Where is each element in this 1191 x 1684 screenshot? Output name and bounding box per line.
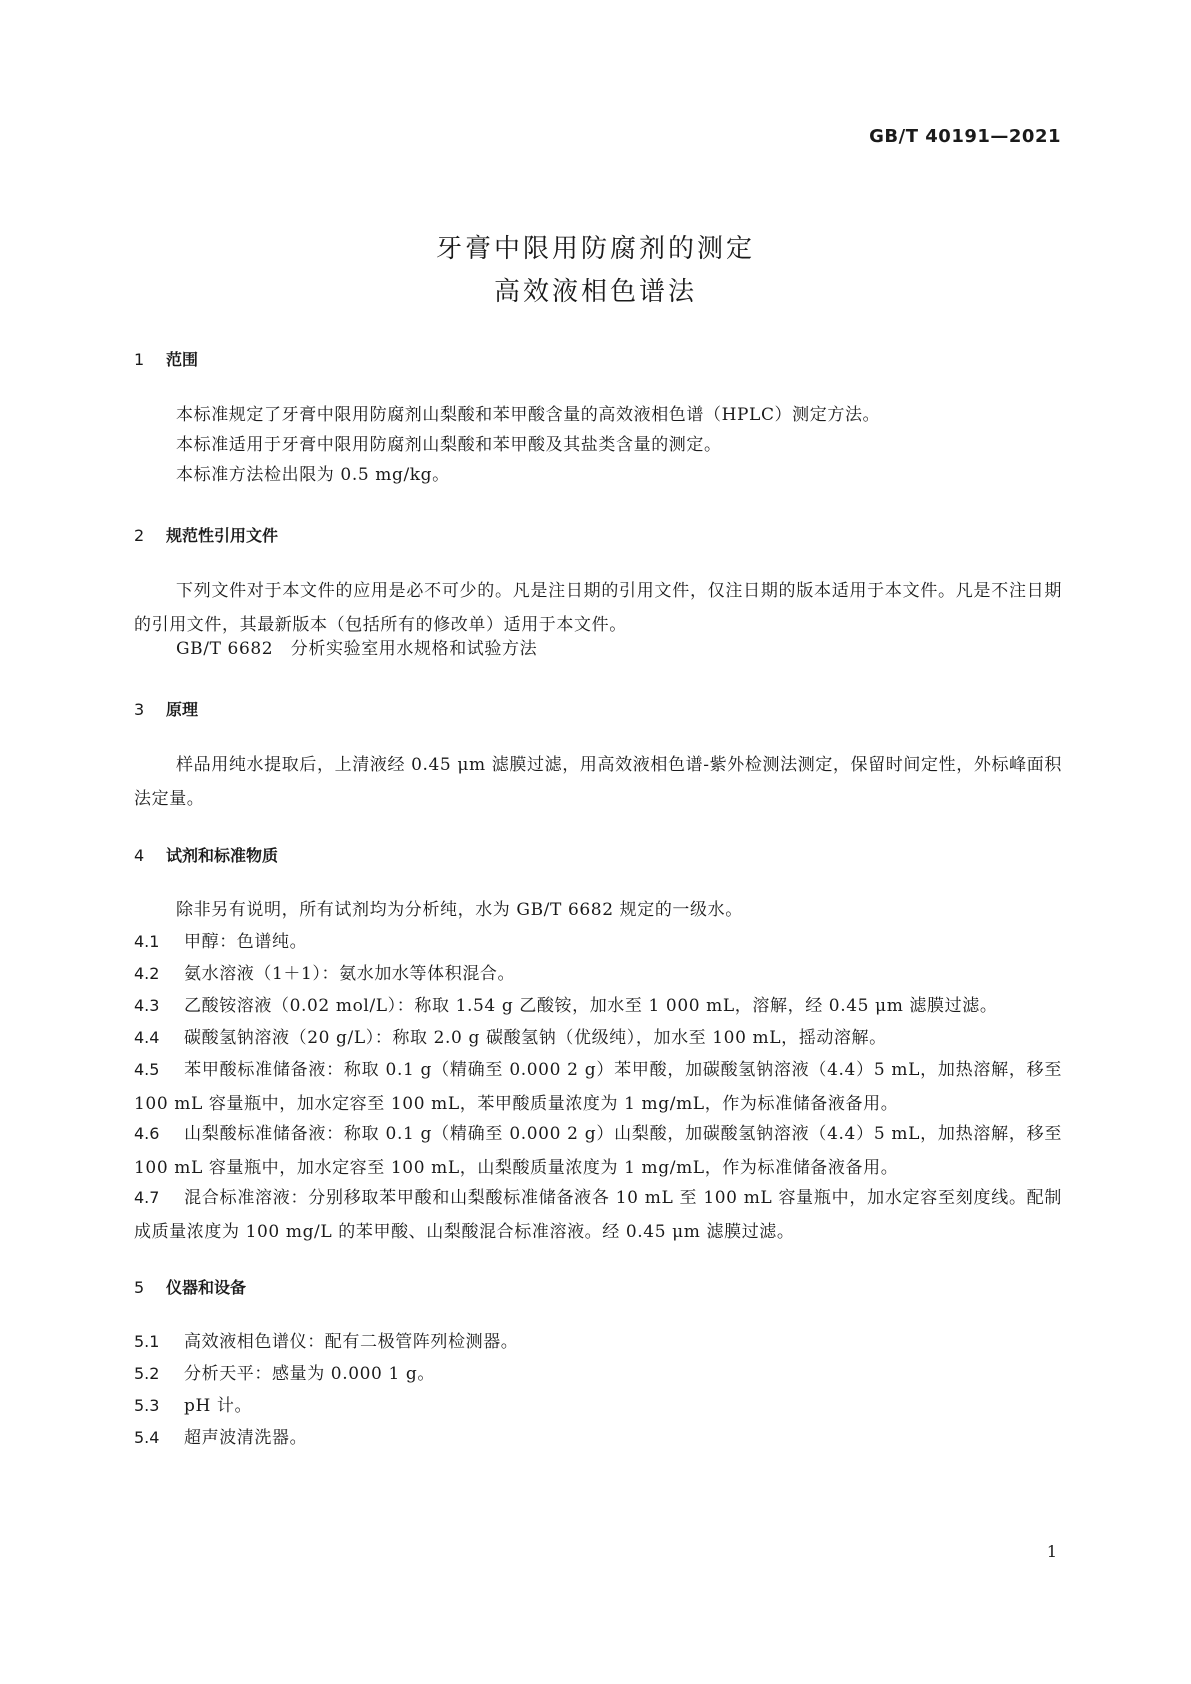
section-title: 范围 <box>166 350 199 369</box>
clause-5-3 <box>134 1389 1062 1423</box>
clause-text: 混合标准溶液：分别移取苯甲酸和山梨酸标准储备液各 10 mL 至 100 mL 容量瓶中，加水定容至刻度线。配制成质量浓度为 100 mg/L 的苯甲酸、山梨酸混合标准溶液。经 0.45 μm 滤膜过滤。 <box>134 1188 1062 1242</box>
document-title: 牙膏中限用防腐剂的测定 <box>435 234 755 264</box>
clause-text: 乙酸铵溶液（0.02 mol/L）：称取 1.54 g 乙酸铵，加水至 1 000 mL，溶解，经 0.45 μm 滤膜过滤。 <box>184 996 998 1016</box>
standard-code: GB/T 40191—2021 <box>869 126 1061 147</box>
paragraph: 除非另有说明，所有试剂均为分析纯，水为 GB/T 6682 规定的一级水。 <box>176 900 743 920</box>
clause-number: 4.2 <box>134 964 160 983</box>
clause-5-1 <box>134 1325 1062 1359</box>
section-number: 5 <box>134 1278 145 1297</box>
clause-number: 4.4 <box>134 1028 160 1047</box>
clause-4-7 <box>134 1181 1062 1249</box>
section-3-heading <box>134 697 198 720</box>
section-2-heading <box>134 523 278 546</box>
section-1-heading <box>134 347 198 370</box>
clause-number: 5.1 <box>134 1332 160 1351</box>
section-4-heading <box>134 843 278 866</box>
section-number: 4 <box>134 846 145 865</box>
section-number: 1 <box>134 350 145 369</box>
section-title: 原理 <box>166 700 199 719</box>
page-number: 1 <box>1046 1542 1057 1561</box>
clause-5-2 <box>134 1357 1062 1391</box>
paragraph: 本标准规定了牙膏中限用防腐剂山梨酸和苯甲酸含量的高效液相色谱（HPLC）测定方法。 <box>176 405 881 425</box>
clause-number: 4.5 <box>134 1060 160 1079</box>
clause-text: 苯甲酸标准储备液：称取 0.1 g（精确至 0.000 2 g）苯甲酸，加碳酸氢钠溶液（4.4）5 mL，加热溶解，移至 100 mL 容量瓶中，加水定容至 100 mL，苯甲酸质量浓度为 1 mg/mL，作为标准储备液备用。 <box>134 1060 1062 1114</box>
clause-4-3 <box>134 989 1062 1023</box>
clause-number: 5.4 <box>134 1428 160 1447</box>
document-subtitle: 高效液相色谱法 <box>493 277 697 307</box>
section-title: 规范性引用文件 <box>166 526 279 545</box>
clause-number: 4.6 <box>134 1124 160 1143</box>
section-title: 试剂和标准物质 <box>166 846 279 865</box>
clause-text: 山梨酸标准储备液：称取 0.1 g（精确至 0.000 2 g）山梨酸，加碳酸氢钠溶液（4.4）5 mL，加热溶解，移至 100 mL 容量瓶中，加水定容至 100 mL，山梨酸质量浓度为 1 mg/mL，作为标准储备液备用。 <box>134 1124 1062 1178</box>
clause-text: 甲醇：色谱纯。 <box>184 932 308 952</box>
section-number: 3 <box>134 700 145 719</box>
clause-number: 4.3 <box>134 996 160 1015</box>
clause-4-1 <box>134 925 1062 959</box>
clause-4-4 <box>134 1021 1062 1055</box>
clause-text: 高效液相色谱仪：配有二极管阵列检测器。 <box>184 1332 519 1352</box>
normative-reference: GB/T 6682 分析实验室用水规格和试验方法 <box>176 639 538 659</box>
clause-number: 5.2 <box>134 1364 160 1383</box>
clause-text: 氨水溶液（1＋1）：氨水加水等体积混合。 <box>184 964 516 984</box>
clause-text: 超声波清洗器。 <box>184 1428 308 1448</box>
clause-number: 5.3 <box>134 1396 160 1415</box>
section-title: 仪器和设备 <box>166 1278 247 1297</box>
clause-text: 碳酸氢钠溶液（20 g/L）：称取 2.0 g 碳酸氢钠（优级纯），加水至 100 mL，摇动溶解。 <box>184 1028 887 1048</box>
clause-number: 4.7 <box>134 1188 160 1207</box>
paragraph: 下列文件对于本文件的应用是必不可少的。凡是注日期的引用文件，仅注日期的版本适用于本文件。凡是不注日期的引用文件，其最新版本（包括所有的修改单）适用于本文件。 <box>134 581 1062 635</box>
clause-text: 分析天平：感量为 0.000 1 g。 <box>184 1364 435 1384</box>
section-number: 2 <box>134 526 145 545</box>
clause-4-2 <box>134 957 1062 991</box>
clause-text: pH 计。 <box>184 1396 253 1416</box>
clause-number: 4.1 <box>134 932 160 951</box>
paragraph: 本标准方法检出限为 0.5 mg/kg。 <box>176 465 450 485</box>
clause-5-4 <box>134 1421 1062 1455</box>
paragraph: 样品用纯水提取后，上清液经 0.45 μm 滤膜过滤，用高效液相色谱-紫外检测法测定，保留时间定性，外标峰面积法定量。 <box>134 755 1062 809</box>
clause-4-5 <box>134 1053 1062 1121</box>
clause-4-6 <box>134 1117 1062 1185</box>
section-5-heading <box>134 1275 246 1298</box>
paragraph: 本标准适用于牙膏中限用防腐剂山梨酸和苯甲酸及其盐类含量的测定。 <box>176 435 722 455</box>
